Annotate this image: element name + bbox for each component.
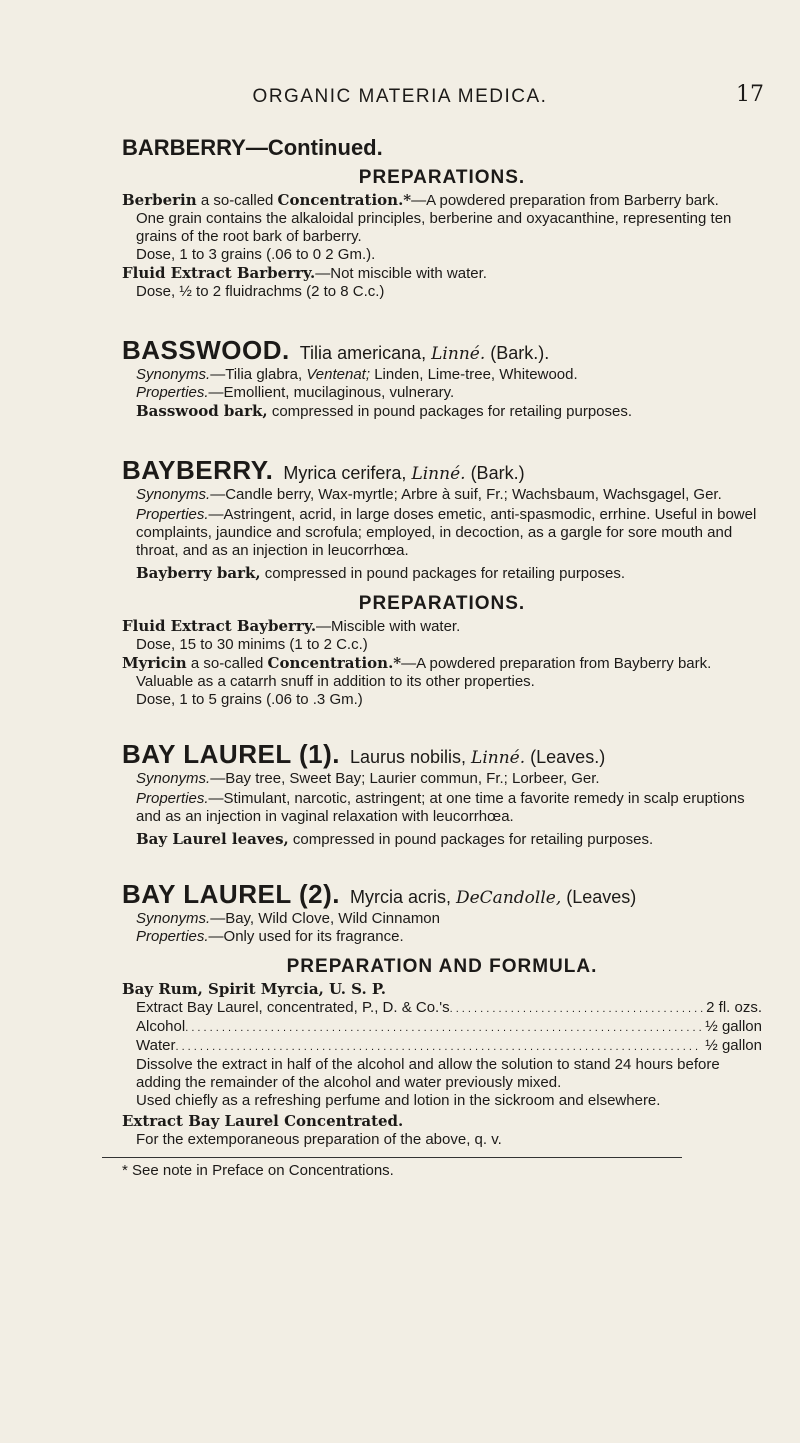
barberry-continued-heading: BARBERRY—Continued. <box>122 135 383 160</box>
basswood-bark <box>122 402 762 421</box>
properties-label: Properties. <box>136 506 209 523</box>
bayberry-heading <box>122 455 762 486</box>
formula-amount: ½ gallon <box>705 1037 762 1054</box>
formula-item: Alcohol <box>136 1018 186 1035</box>
properties-label: Properties. <box>136 928 209 945</box>
myricin-concentration: Concentration.* <box>267 654 402 672</box>
footnote: * See note in Preface on Concentrations. <box>122 1162 394 1179</box>
berberin-name: Berberin <box>122 191 197 209</box>
basswood-bark-name: Basswood bark, <box>136 402 268 420</box>
page-number: 17 <box>736 82 764 107</box>
berberin-desc: —A powdered preparation from Barberry bark. <box>411 192 719 209</box>
bay-laurel-1-heading <box>122 739 762 770</box>
basswood-name: BASSWOOD. <box>122 335 290 365</box>
synonyms-label: Synonyms. <box>136 910 211 927</box>
synonyms-label: Synonyms. <box>136 770 211 787</box>
basswood-author: Linné. <box>431 344 486 364</box>
bayberry-preparations-heading: PREPARATIONS. <box>358 593 526 614</box>
formula-row <box>122 999 762 1018</box>
running-header: ORGANIC MATERIA MEDICA. <box>252 86 548 107</box>
fluid-extract-barberry-name: Fluid Extract Barberry. <box>122 264 316 282</box>
myricin-entry <box>122 654 762 673</box>
basswood-heading <box>122 335 762 366</box>
bay-laurel-1-name: BAY LAUREL (1). <box>122 739 340 769</box>
berberin-grain: One grain contains the alkaloidal principles, berberine and oxyacanthine, representing ten grains of the root bark of barberry. <box>136 210 732 245</box>
leader-dots <box>175 1037 705 1056</box>
formula-row <box>122 1037 762 1056</box>
synonyms-label: Synonyms. <box>136 366 211 383</box>
bayberry-author: Linné. <box>411 464 466 484</box>
berberin-text: a so-called <box>196 192 278 209</box>
bay-laurel-2-part: (Leaves) <box>566 887 637 907</box>
leader-dots <box>450 999 707 1018</box>
bay-laurel-1-latin-name: Laurus nobilis, <box>349 747 467 767</box>
bayberry-synonyms <box>122 486 762 504</box>
bay-rum-name: Bay Rum, Spirit Myrcia, U. S. P. <box>122 980 386 998</box>
berberin-entry <box>122 191 762 210</box>
fluid-extract-barberry <box>122 264 762 283</box>
basswood-latin-name: Tilia americana, <box>299 343 427 363</box>
myricin-name: Myricin <box>122 654 187 672</box>
bayberry-syn-text: —Candle berry, Wax-myrtle; Arbre à suif, Fr.; Wachsbaum, Wachsgagel, Ger. <box>210 486 722 503</box>
bayberry-properties <box>122 506 762 560</box>
fluid-extract-bayberry-text: —Miscible with water. <box>316 618 461 635</box>
bay-laurel-2-syn-text: —Bay, Wild Clove, Wild Cinnamon <box>210 910 440 927</box>
myricin-value: Valuable as a catarrh snuff in addition to its other properties. <box>136 673 535 690</box>
bay-laurel-1-leaves-text: compressed in pound packages for retailing purposes. <box>288 831 654 848</box>
bay-laurel-2-prop-text: —Only used for its fragrance. <box>208 928 404 945</box>
formula-item: Water <box>136 1037 176 1054</box>
formula-row <box>122 1018 762 1037</box>
bay-laurel-2-latin <box>350 887 636 908</box>
bay-laurel-1-leaves-name: Bay Laurel leaves, <box>136 830 289 848</box>
bay-rum-title <box>122 980 762 999</box>
basswood-bark-text: compressed in pound packages for retailing purposes. <box>267 403 633 420</box>
bayberry-latin <box>283 463 524 484</box>
basswood-part: (Bark.). <box>490 343 550 363</box>
fluid-extract-bayberry <box>122 617 762 636</box>
bayberry-bark-text: compressed in pound packages for retailing purposes. <box>260 565 626 582</box>
basswood-syn-text2: Linden, Lime-tree, Whitewood. <box>370 366 578 383</box>
bayberry-latin-name: Myrica cerifera, <box>283 463 407 483</box>
barberry-preparations-heading: PREPARATIONS. <box>358 167 526 188</box>
formula-amount: ½ gallon <box>705 1018 762 1035</box>
myricin-dose: Dose, 1 to 5 grains (.06 to .3 Gm.) <box>136 691 363 708</box>
bay-laurel-1-author: Linné. <box>471 748 526 768</box>
basswood-syn-italic: Ventenat; <box>306 366 371 383</box>
extract-bay-laurel-text: For the extemporaneous preparation of the above, q. v. <box>136 1131 502 1148</box>
bayberry-part: (Bark.) <box>470 463 525 483</box>
bay-laurel-2-name: BAY LAUREL (2). <box>122 879 340 909</box>
basswood-latin <box>300 343 550 364</box>
berberin-dose: Dose, 1 to 3 grains (.06 to 0 2 Gm.). <box>136 246 376 263</box>
footnote-rule <box>102 1157 682 1158</box>
bay-laurel-1-latin <box>350 747 605 768</box>
bay-laurel-2-heading <box>122 879 762 910</box>
basswood-synonyms <box>122 366 762 384</box>
bay-laurel-1-prop-text: —Stimulant, narcotic, astringent; at one time a favorite remedy in scalp eruptions and as an injection in vaginal relaxation with leucorrhœa. <box>136 790 745 825</box>
fluid-extract-bayberry-dose: Dose, 15 to 30 minims (1 to 2 C.c.) <box>136 636 368 653</box>
bayberry-bark <box>122 564 762 583</box>
fluid-extract-barberry-dose: Dose, ½ to 2 fluidrachms (2 to 8 C.c.) <box>136 283 385 300</box>
fluid-extract-bayberry-name: Fluid Extract Bayberry. <box>122 617 317 635</box>
leader-dots <box>185 1018 705 1037</box>
bay-laurel-2-properties <box>122 928 762 946</box>
myricin-text: a so-called <box>186 655 268 672</box>
bay-laurel-2-author: DeCandolle, <box>455 888 562 908</box>
bay-laurel-1-properties <box>122 790 762 826</box>
basswood-properties <box>122 384 762 402</box>
bay-rum-dissolve: Dissolve the extract in half of the alcohol and allow the solution to stand 24 hours before adding the remainder of the alcohol and water previously mixed. <box>136 1056 720 1091</box>
basswood-prop-text: —Emollient, mucilaginous, vulnerary. <box>208 384 455 401</box>
bay-laurel-1-synonyms <box>122 770 762 788</box>
bay-laurel-1-leaves <box>122 830 762 849</box>
bay-laurel-1-part: (Leaves.) <box>530 747 606 767</box>
properties-label: Properties. <box>136 384 209 401</box>
preparation-formula-heading: PREPARATION AND FORMULA. <box>286 956 598 977</box>
fluid-extract-barberry-text: —Not miscible with water. <box>315 265 487 282</box>
properties-label: Properties. <box>136 790 209 807</box>
synonyms-label: Synonyms. <box>136 486 211 503</box>
bay-laurel-1-syn-text: —Bay tree, Sweet Bay; Laurier commun, Fr.; Lorbeer, Ger. <box>210 770 600 787</box>
extract-bay-laurel-name: Extract Bay Laurel Concentrated. <box>122 1112 404 1130</box>
bay-rum-used: Used chiefly as a refreshing perfume and lotion in the sickroom and elsewhere. <box>136 1092 661 1109</box>
myricin-desc: —A powdered preparation from Bayberry bark. <box>401 655 712 672</box>
bayberry-bark-name: Bayberry bark, <box>136 564 261 582</box>
berberin-concentration: Concentration.* <box>277 191 412 209</box>
page-content <box>122 135 762 1179</box>
formula-amount: 2 fl. ozs. <box>706 999 762 1016</box>
bayberry-prop-text: —Astringent, acrid, in large doses emetic, anti-spasmodic, errhine. Useful in bowel complaints, jaundice and scrofula; employed, in decoction, as a gargle for sore mouth and throat, and as an injection in leucorrhœa. <box>136 506 757 559</box>
bayberry-name: BAYBERRY. <box>122 455 274 485</box>
bay-laurel-2-latin-name: Myrcia acris, <box>349 887 451 907</box>
extract-bay-laurel <box>122 1112 762 1131</box>
bay-laurel-2-synonyms <box>122 910 762 928</box>
basswood-syn-text: —Tilia glabra, <box>210 366 307 383</box>
formula-item: Extract Bay Laurel, concentrated, P., D. & Co.'s <box>136 999 450 1016</box>
